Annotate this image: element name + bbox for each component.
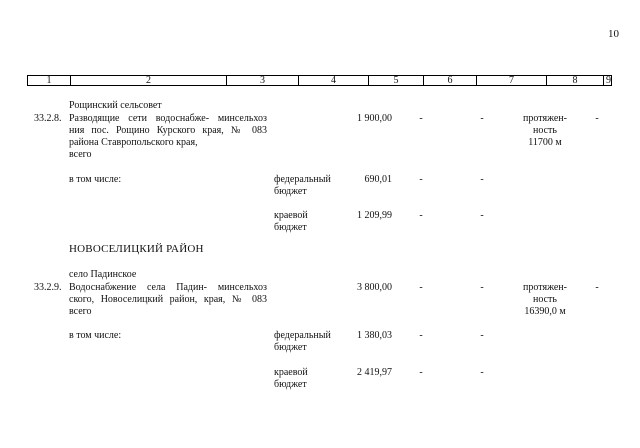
column-header-9: 9: [603, 75, 613, 86]
column-header-7: 7: [476, 75, 546, 86]
row-id: 33.2.8.: [34, 113, 62, 124]
subrow-col7: -: [480, 210, 484, 221]
row-amount: 3 800,00: [357, 282, 392, 293]
subrow-col7: -: [480, 330, 484, 341]
row-description-line: ского, Новоселицкий район, края, № 083: [69, 294, 267, 305]
row-col6: -: [419, 113, 423, 124]
column-header-8: 8: [546, 75, 603, 86]
row-description-line: Водоснабжение села Падин- минсельхоз: [69, 282, 267, 293]
row-col9: -: [595, 282, 599, 293]
row-length-line: протяжен-: [523, 113, 567, 124]
subrow-source-line: краевой: [274, 367, 308, 378]
subrow-col7: -: [480, 367, 484, 378]
row-description-line: ния пос. Рощино Курского края, № 083: [69, 125, 267, 136]
row-length-line: 16390,0 м: [524, 306, 566, 317]
row-length-line: ность: [533, 125, 557, 136]
row-description-line: Разводящие сети водоснабже- минсельхоз: [69, 113, 267, 124]
row-col9: -: [595, 113, 599, 124]
subrow-col7: -: [480, 174, 484, 185]
row-length-line: ность: [533, 294, 557, 305]
row-amount: 1 900,00: [357, 113, 392, 124]
table-header-row: [27, 75, 612, 86]
subrow-source-line: бюджет: [274, 222, 307, 233]
subrow-col6: -: [419, 174, 423, 185]
row-id: 33.2.9.: [34, 282, 62, 293]
subrow-source-line: бюджет: [274, 342, 307, 353]
subrow-amount: 690,01: [364, 174, 392, 185]
subrow-source-line: федеральный: [274, 174, 331, 185]
subrow-source-line: бюджет: [274, 186, 307, 197]
column-header-1: 1: [46, 75, 52, 86]
column-header-6: 6: [423, 75, 476, 86]
row-col6: -: [419, 282, 423, 293]
column-header-4: 4: [298, 75, 368, 86]
page-number: 10: [608, 28, 619, 40]
row-description-line: района Ставропольского края,: [69, 137, 198, 148]
subrow-source-line: бюджет: [274, 379, 307, 390]
row-col7: -: [480, 113, 484, 124]
row-description-line: всего: [69, 149, 92, 160]
subrow-label: в том числе:: [69, 174, 122, 185]
subrow-col6: -: [419, 367, 423, 378]
section-title: НОВОСЕЛИЦКИЙ РАЙОН: [69, 243, 204, 255]
subrow-amount: 1 209,99: [357, 210, 392, 221]
column-header-2: 2: [70, 75, 226, 86]
subrow-col6: -: [419, 330, 423, 341]
subrow-col6: -: [419, 210, 423, 221]
row-description-line: село Падинское: [69, 269, 137, 280]
row-description-line: Рощинский сельсовет: [69, 100, 162, 111]
subrow-source-line: федеральный: [274, 330, 331, 341]
subrow-amount: 1 380,03: [357, 330, 392, 341]
subrow-amount: 2 419,97: [357, 367, 392, 378]
subrow-source-line: краевой: [274, 210, 308, 221]
column-header-5: 5: [368, 75, 423, 86]
row-col7: -: [480, 282, 484, 293]
row-description-line: всего: [69, 306, 92, 317]
column-header-3: 3: [226, 75, 298, 86]
row-length-line: 11700 м: [528, 137, 562, 148]
subrow-label: в том числе:: [69, 330, 122, 341]
row-length-line: протяжен-: [523, 282, 567, 293]
